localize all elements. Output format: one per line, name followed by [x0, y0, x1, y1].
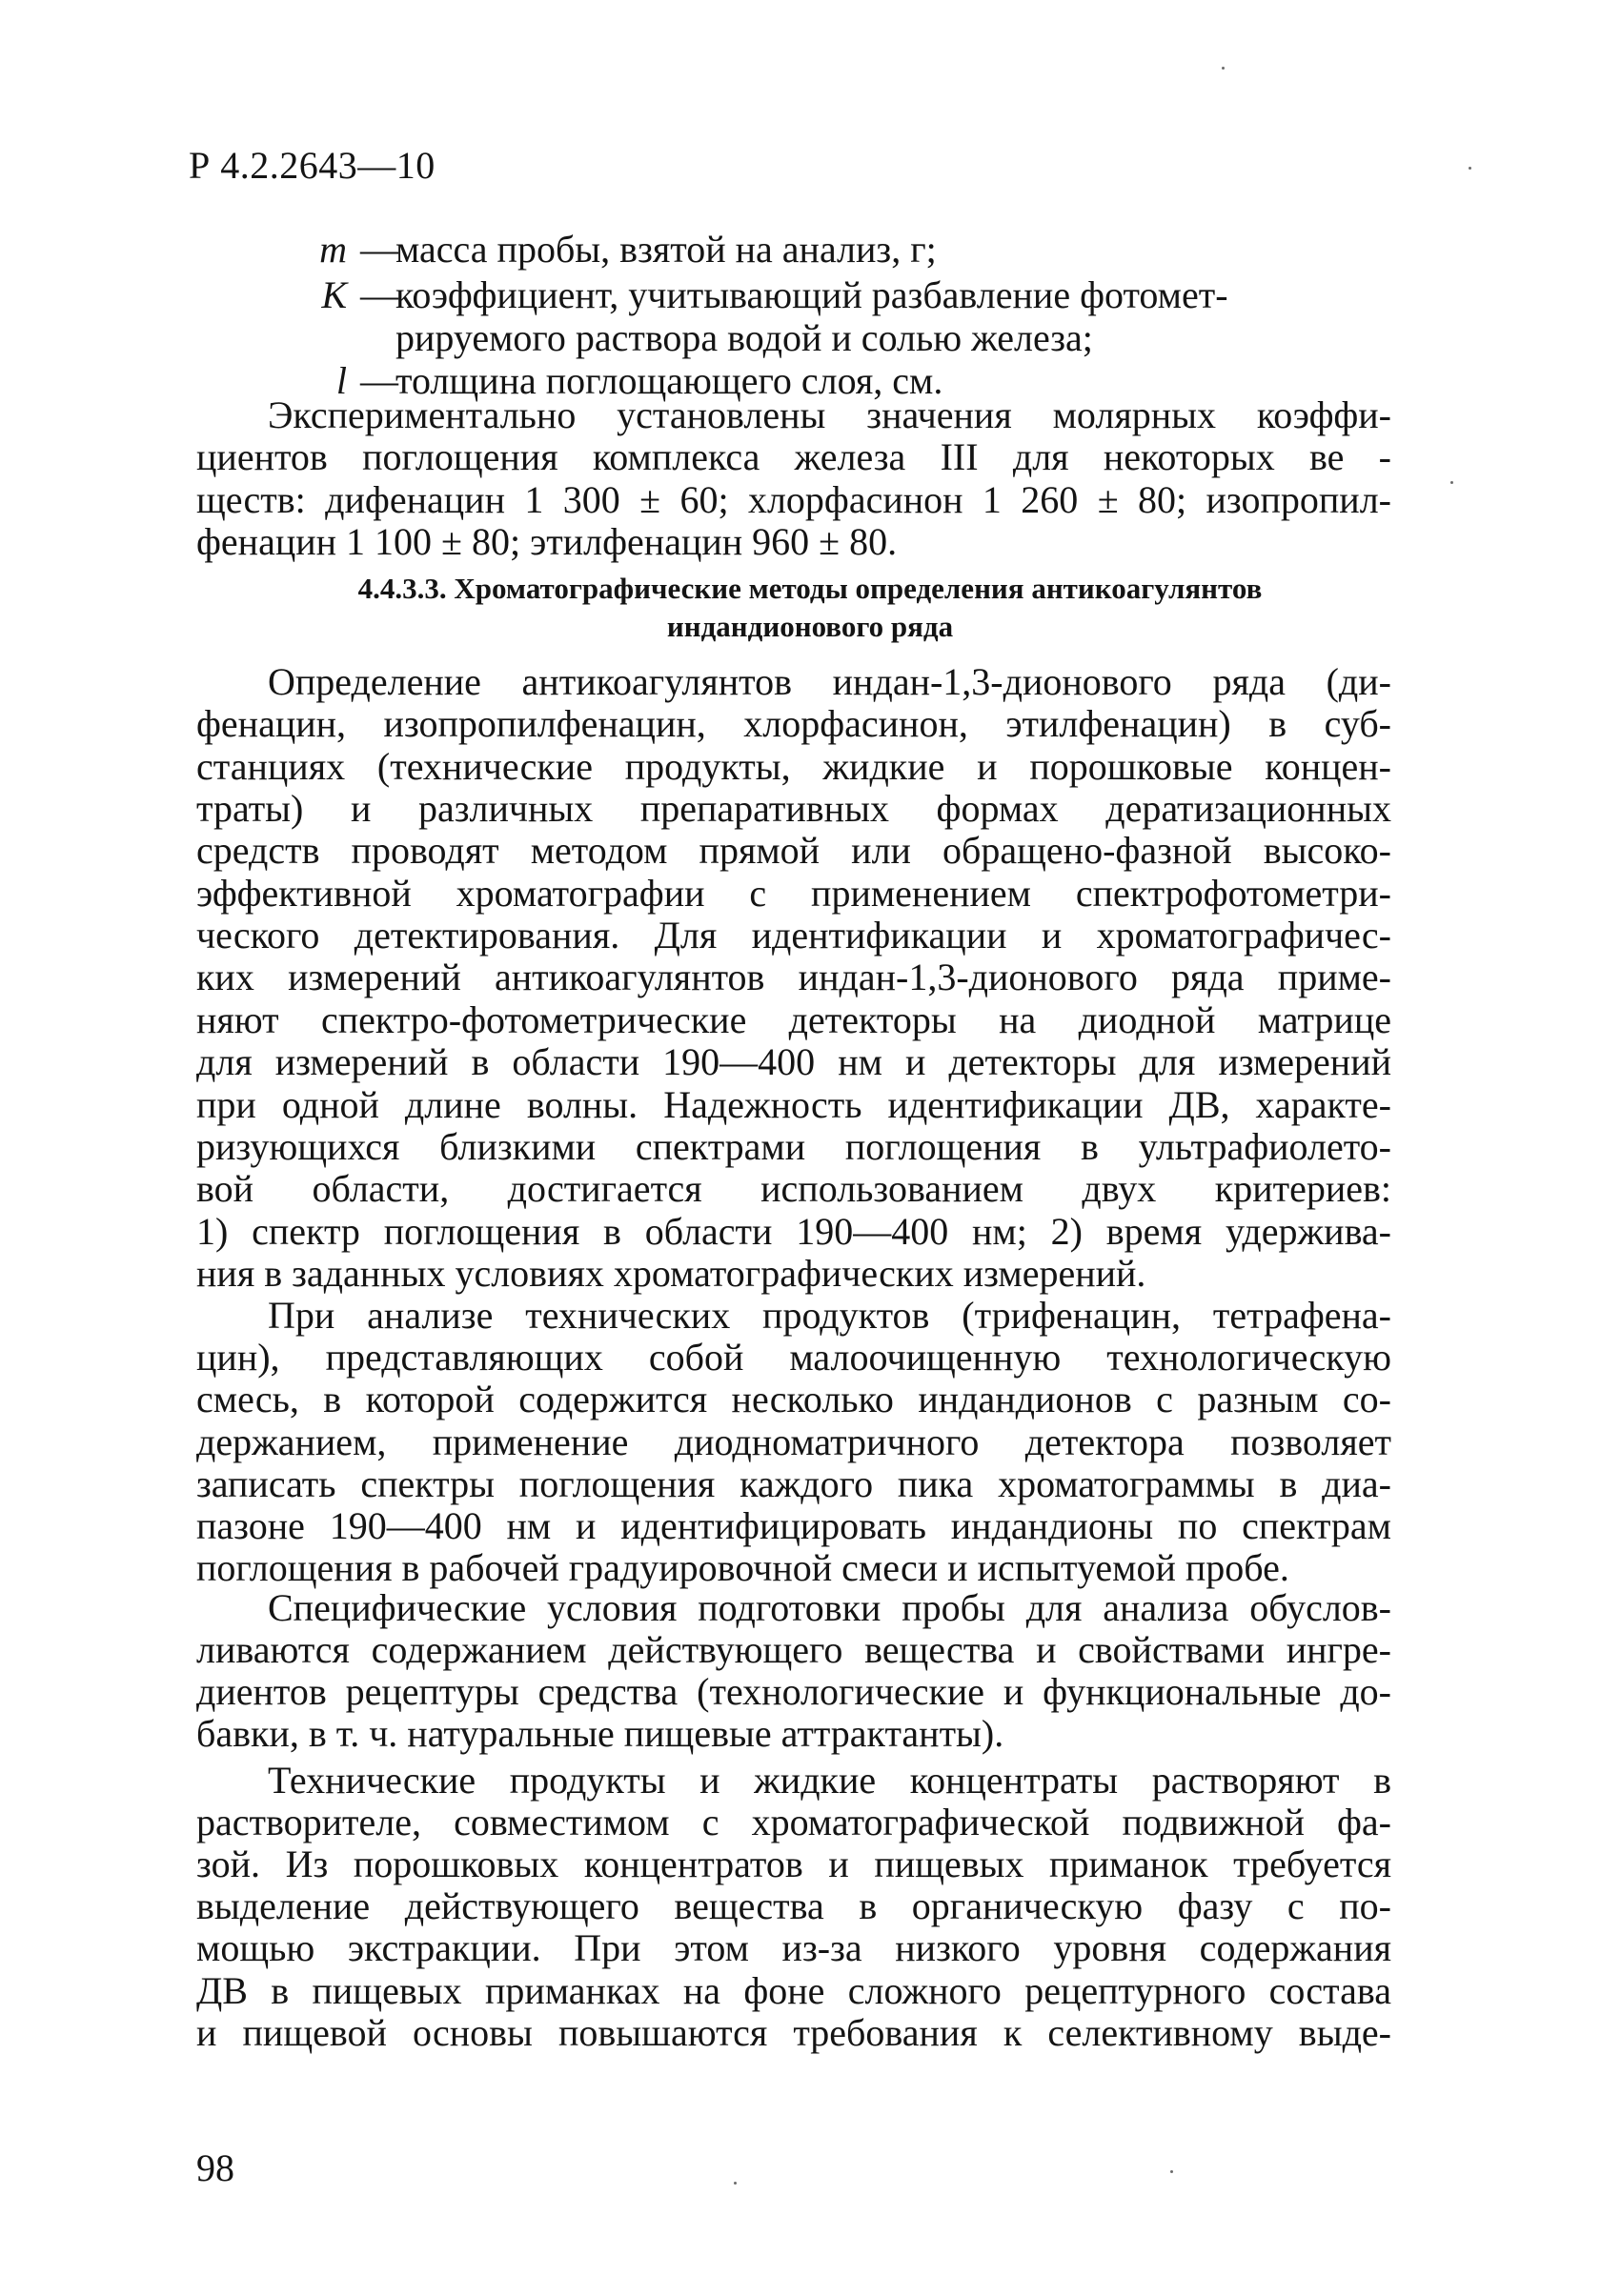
- section-title: Хроматографические методы определения антикоагулянтов: [454, 572, 1263, 605]
- body-paragraph-2-line: цин), представляющих собой малоочищенную технологическую: [196, 1337, 1391, 1380]
- intro-paragraph-line: фенацин 1 100 ± 80; этилфенацин 960 ± 80.: [196, 520, 898, 563]
- body-paragraph-4-line: растворителе, совместимом с хроматографической подвижной фа-: [196, 1802, 1391, 1844]
- body-paragraph-3-line: ливаются содержанием действующего вещества и свойствами ингре-: [196, 1629, 1391, 1671]
- body-paragraph-1-line: для измерений в области 190—400 нм и детекторы для измерений: [196, 1041, 1391, 1084]
- body-paragraph-1-line: няют спектро-фотометрические детекторы на диодной матрице: [196, 998, 1391, 1041]
- body-paragraph-1-line: станциях (технические продукты, жидкие и порошковые концен-: [196, 745, 1391, 788]
- body-paragraph-2-line: держанием, применение диодноматричного детектора позволяет: [196, 1420, 1391, 1463]
- variable-symbol: l: [335, 359, 347, 402]
- body-paragraph-1-line: вой области, достигается использованием двух критериев:: [196, 1168, 1391, 1211]
- body-paragraph-4-line: ДВ в пищевых приманках на фоне сложного рецептурного состава: [196, 1969, 1391, 2012]
- body-paragraph-1-line: Определение антикоагулянтов индан-1,3-дионового ряда (ди-: [268, 661, 1391, 703]
- body-paragraph-1-line: при одной длине волны. Надежность идентификации ДВ, характе-: [196, 1083, 1391, 1126]
- variable-symbol: m: [319, 228, 347, 271]
- section-heading-line2: индандионового ряда: [666, 610, 954, 643]
- section-heading-line1: [286, 572, 1334, 606]
- body-paragraph-2-line: смесь, в которой содержится несколько индандионов с разным со-: [196, 1379, 1391, 1421]
- body-paragraph-3-line: диентов рецептуры средства (технологические и функциональные до-: [196, 1671, 1391, 1713]
- body-paragraph-2-line: записать спектры поглощения каждого пика хроматограммы в диа-: [196, 1462, 1391, 1505]
- intro-paragraph-line: ществ: дифенацин 1 300 ± 60; хлорфасинон 1 260 ± 80; изопропил-: [196, 478, 1391, 521]
- variable-dash: —: [360, 359, 398, 402]
- body-paragraph-4-line: зой. Из порошковых концентратов и пищевых приманок требуется: [196, 1843, 1391, 1886]
- intro-paragraph-line: Экспериментально установлены значения молярных коэффи-: [268, 394, 1391, 436]
- variable-definition: коэффициент, учитывающий разбавление фотомет-: [395, 273, 1228, 316]
- page-number: 98: [196, 2146, 234, 2189]
- variable-definition: масса пробы, взятой на анализ, г;: [395, 228, 937, 271]
- body-paragraph-2-line: При анализе технических продуктов (трифенацин, тетрафена-: [268, 1295, 1391, 1337]
- scan-speck: [1450, 481, 1453, 484]
- intro-paragraph-line: циентов поглощения комплекса железа III для некоторых ве -: [196, 436, 1391, 479]
- body-paragraph-4-line: выделение действующего вещества в органическую фазу с по-: [196, 1885, 1391, 1928]
- body-paragraph-1-line: ческого детектирования. Для идентификации и хроматографичес-: [196, 915, 1391, 957]
- body-paragraph-1-line: ких измерений антикоагулянтов индан-1,3-дионового ряда приме-: [196, 957, 1391, 999]
- body-paragraph-1-line: ния в заданных условиях хроматографических измерений.: [196, 1252, 1146, 1295]
- variable-dash: —: [360, 228, 398, 271]
- body-paragraph-4-line: мощью экстракции. При этом из-за низкого уровня содержания: [196, 1927, 1391, 1970]
- body-paragraph-1-line: фенацин, изопропилфенацин, хлорфасинон, этилфенацин) в суб-: [196, 703, 1391, 746]
- variable-symbol: K: [321, 273, 347, 316]
- section-number: 4.4.3.3.: [357, 572, 447, 605]
- body-paragraph-1-line: эффективной хроматографии с применением спектрофотометри-: [196, 872, 1391, 915]
- body-paragraph-4-line: и пищевой основы повышаются требования к селективному выде-: [196, 2011, 1391, 2054]
- body-paragraph-2-line: поглощения в рабочей градуировочной смеси и испытуемой пробе.: [196, 1547, 1289, 1590]
- variable-dash: —: [360, 273, 398, 316]
- body-paragraph-1-line: средств проводят методом прямой или обращено-фазной высоко-: [196, 830, 1391, 873]
- body-paragraph-1-line: ризующихся близкими спектрами поглощения в ультрафиолето-: [196, 1125, 1391, 1168]
- body-paragraph-1-line: траты) и различных препаративных формах дератизационных: [196, 788, 1391, 831]
- variable-definition: толщина поглощающего слоя, см.: [395, 359, 943, 402]
- body-paragraph-2-line: пазоне 190—400 нм и идентифицировать индандионы по спектрам: [196, 1505, 1391, 1547]
- body-paragraph-4-line: Технические продукты и жидкие концентраты растворяют в: [268, 1760, 1391, 1802]
- scan-speck: [734, 2182, 737, 2185]
- document-code-header: Р 4.2.2643—10: [189, 144, 436, 187]
- scan-speck: [1222, 67, 1225, 70]
- variable-definition: рируемого раствора водой и солью железа;: [395, 316, 1093, 359]
- scan-speck: [1469, 167, 1471, 170]
- scan-speck: [1170, 2170, 1173, 2173]
- body-paragraph-3-line: бавки, в т. ч. натуральные пищевые аттрактанты).: [196, 1713, 1004, 1755]
- body-paragraph-3-line: Специфические условия подготовки пробы для анализа обуслов-: [268, 1587, 1391, 1629]
- body-paragraph-1-line: 1) спектр поглощения в области 190—400 нм; 2) время удержива-: [196, 1210, 1391, 1253]
